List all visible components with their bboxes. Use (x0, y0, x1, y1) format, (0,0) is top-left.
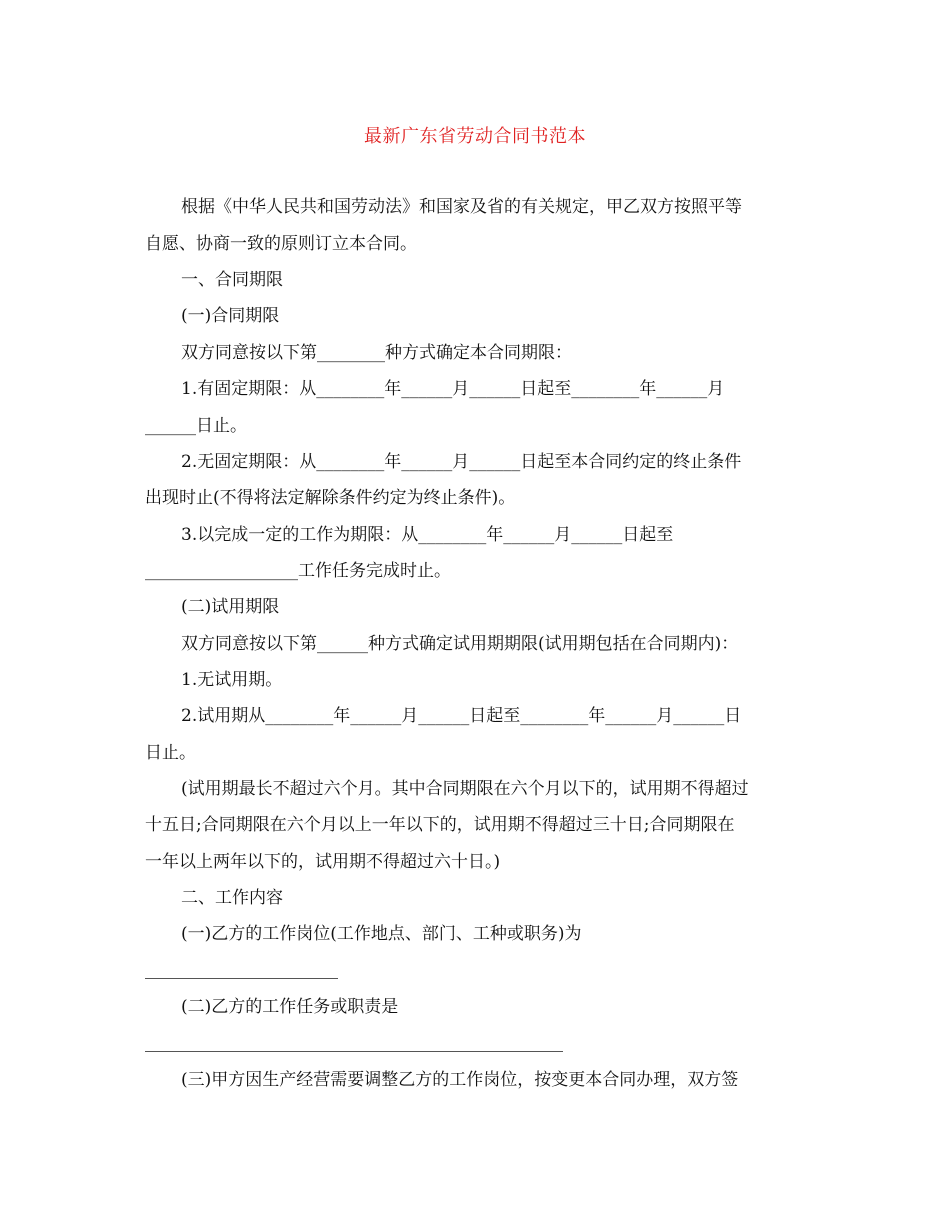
paragraph-line: 十五日;合同期限在六个月以上一年以下的，试用期不得超过三十日;合同期限在 (145, 815, 735, 835)
paragraph-line: 双方同意按以下第________种方式确定本合同期限： (181, 343, 572, 363)
paragraph-line: __________________工作任务完成时止。 (145, 561, 451, 581)
subsection-heading: (一)合同期限 (181, 306, 280, 326)
paragraph-line: 1.无试用期。 (181, 670, 283, 690)
paragraph-line: 3.以完成一定的工作为期限：从________年______月______日起至 (181, 525, 674, 545)
paragraph-line: 一年以上两年以下的，试用期不得超过六十日。) (145, 852, 501, 872)
document-title: 最新广东省劳动合同书范本 (364, 126, 586, 147)
blank-fill-line (145, 978, 338, 979)
paragraph-line: 2.无固定期限：从________年______月______日起至本合同约定的终止条件 (181, 452, 742, 472)
section-heading: 一、合同期限 (181, 270, 283, 290)
paragraph-line: 自愿、协商一致的原则订立本合同。 (145, 234, 417, 254)
section-heading: 二、工作内容 (181, 888, 283, 908)
paragraph-line: (三)甲方因生产经营需要调整乙方的工作岗位，按变更本合同办理，双方签 (181, 1070, 739, 1090)
paragraph-line: 根据《中华人民共和国劳动法》和国家及省的有关规定，甲乙双方按照平等 (181, 197, 742, 217)
paragraph-line: 2.试用期从________年______月______日起至________年______月______日 (181, 706, 742, 726)
paragraph-line: 1.有固定期限：从________年______月______日起至________年______月 (181, 379, 725, 399)
subsection-heading: (二)试用期限 (181, 597, 280, 617)
paragraph-line: ______日止。 (145, 416, 247, 436)
paragraph-line: (二)乙方的工作任务或职责是 (181, 997, 399, 1017)
paragraph-line: (试用期最长不超过六个月。其中合同期限在六个月以下的，试用期不得超过 (181, 779, 749, 799)
blank-fill-line (145, 1051, 563, 1052)
paragraph-line: 出现时止(不得将法定解除条件约定为终止条件)。 (145, 488, 516, 508)
paragraph-line: 双方同意按以下第______种方式确定试用期期限(试用期包括在合同期内)： (181, 634, 739, 654)
paragraph-line: (一)乙方的工作岗位(工作地点、部门、工种或职务)为 (181, 924, 582, 944)
paragraph-line: 日止。 (145, 743, 196, 763)
